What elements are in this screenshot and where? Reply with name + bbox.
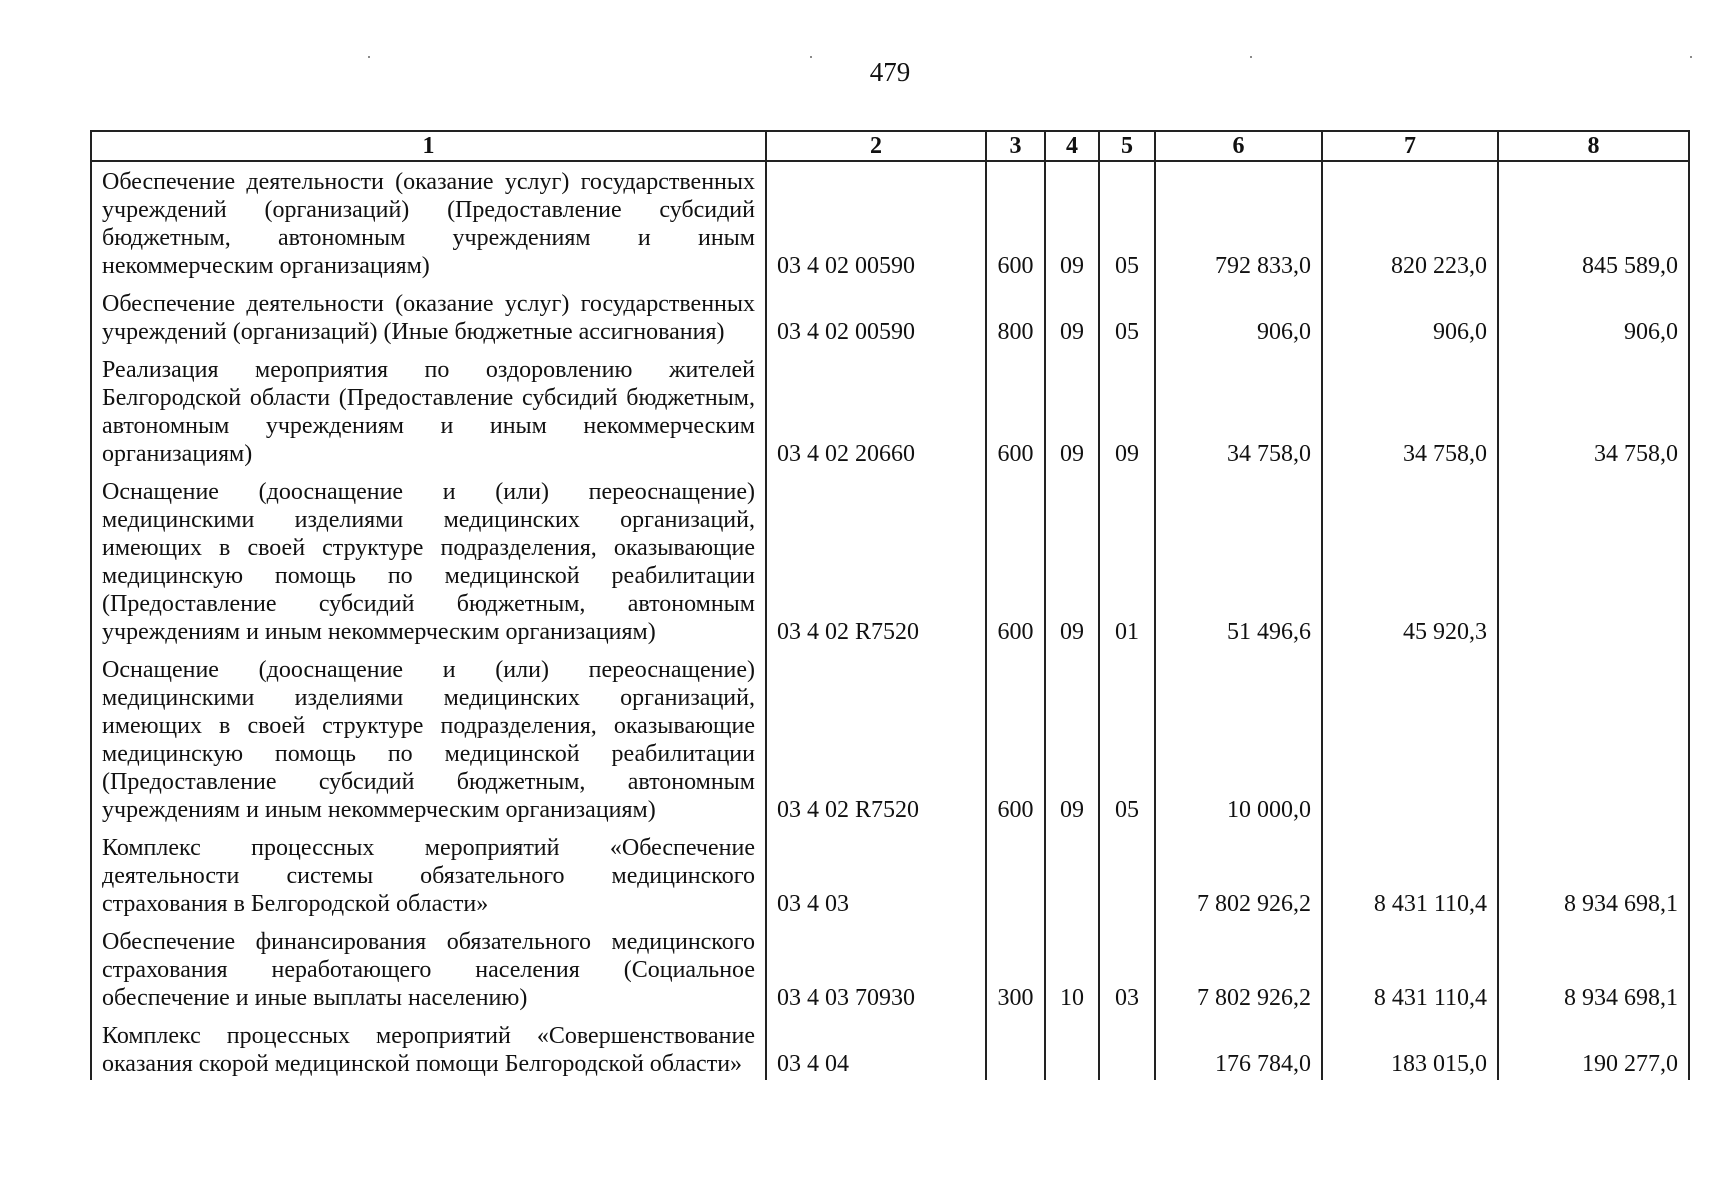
table-row: [91, 650, 1689, 828]
row-col4: [1045, 828, 1099, 922]
row-value-6: 7 802 926,2: [1155, 922, 1322, 1016]
row-code: 03 4 02 20660: [766, 350, 986, 472]
row-code: 03 4 03 70930: [766, 922, 986, 1016]
row-value-8: 190 277,0: [1498, 1016, 1689, 1080]
column-header: 5: [1099, 131, 1155, 161]
row-value-8: 8 934 698,1: [1498, 828, 1689, 922]
row-value-8: [1498, 472, 1689, 650]
row-code: 03 4 02 R7520: [766, 472, 986, 650]
table-row: [91, 472, 1689, 650]
row-col5: 03: [1099, 922, 1155, 1016]
row-name: Реализация мероприятия по оздоровлению жителей Белгородской области (Предоставление субсидий бюджетным, автономным учреждениям и иным некоммерческим организациям): [91, 350, 766, 472]
row-value-7: 45 920,3: [1322, 472, 1498, 650]
row-value-7: 8 431 110,4: [1322, 922, 1498, 1016]
row-col3: 600: [986, 350, 1045, 472]
row-value-7: 906,0: [1322, 284, 1498, 350]
row-value-6: 10 000,0: [1155, 650, 1322, 828]
row-col3: [986, 828, 1045, 922]
row-name: Оснащение (дооснащение и (или) переоснащение) медицинскими изделиями медицинских организаций, имеющих в своей структуре подразделения, оказывающие медицинскую помощь по медицинской реабилитации (Предоставление субсидий бюджетным, автономным учреждениям и иным некоммерческим организациям): [91, 650, 766, 828]
table-row: [91, 922, 1689, 1016]
row-col3: 800: [986, 284, 1045, 350]
row-name: Комплекс процессных мероприятий «Совершенствование оказания скорой медицинской помощи Белгородской области»: [91, 1016, 766, 1080]
row-col3: 300: [986, 922, 1045, 1016]
row-col4: [1045, 1016, 1099, 1080]
row-value-8: 906,0: [1498, 284, 1689, 350]
column-header: 4: [1045, 131, 1099, 161]
column-header: 1: [91, 131, 766, 161]
row-value-7: [1322, 650, 1498, 828]
row-value-7: 8 431 110,4: [1322, 828, 1498, 922]
row-col4: 09: [1045, 472, 1099, 650]
scan-speck: [368, 56, 370, 58]
page-number: 479: [869, 57, 911, 87]
row-name: Обеспечение деятельности (оказание услуг) государственных учреждений (организаций) (Иные бюджетные ассигнования): [91, 284, 766, 350]
column-header: 8: [1498, 131, 1689, 161]
table-header-row: [91, 131, 1689, 161]
table-row: [91, 828, 1689, 922]
column-header: 3: [986, 131, 1045, 161]
row-value-6: 34 758,0: [1155, 350, 1322, 472]
row-name: Оснащение (дооснащение и (или) переоснащение) медицинскими изделиями медицинских организаций, имеющих в своей структуре подразделения, оказывающие медицинскую помощь по медицинской реабилитации (Предоставление субсидий бюджетным, автономным учреждениям и иным некоммерческим организациям): [91, 472, 766, 650]
row-value-8: 34 758,0: [1498, 350, 1689, 472]
table-row: [91, 350, 1689, 472]
row-col5: 05: [1099, 284, 1155, 350]
row-value-6: 176 784,0: [1155, 1016, 1322, 1080]
row-col3: 600: [986, 472, 1045, 650]
row-col5: 01: [1099, 472, 1155, 650]
row-col4: 10: [1045, 922, 1099, 1016]
column-header: 6: [1155, 131, 1322, 161]
row-col4: 09: [1045, 161, 1099, 284]
row-col3: 600: [986, 650, 1045, 828]
row-name: Обеспечение деятельности (оказание услуг) государственных учреждений (организаций) (Предоставление субсидий бюджетным, автономным учреждениям и иным некоммерческим организациям): [91, 161, 766, 284]
row-col3: 600: [986, 161, 1045, 284]
row-col4: 09: [1045, 350, 1099, 472]
row-value-7: 183 015,0: [1322, 1016, 1498, 1080]
row-value-6: 7 802 926,2: [1155, 828, 1322, 922]
column-header: 7: [1322, 131, 1498, 161]
row-value-8: [1498, 650, 1689, 828]
row-value-8: 845 589,0: [1498, 161, 1689, 284]
table-row: [91, 284, 1689, 350]
row-col4: 09: [1045, 284, 1099, 350]
table-row: [91, 161, 1689, 284]
row-col5: [1099, 828, 1155, 922]
row-name: Обеспечение финансирования обязательного медицинского страхования неработающего населения (Социальное обеспечение и иные выплаты населению): [91, 922, 766, 1016]
scan-speck: [1250, 56, 1252, 58]
row-col5: 05: [1099, 650, 1155, 828]
row-name: Комплекс процессных мероприятий «Обеспечение деятельности системы обязательного медицинского страхования в Белгородской области»: [91, 828, 766, 922]
row-code: 03 4 02 R7520: [766, 650, 986, 828]
row-col4: 09: [1045, 650, 1099, 828]
row-value-8: 8 934 698,1: [1498, 922, 1689, 1016]
scan-speck: [1690, 56, 1692, 58]
table-row: [91, 1016, 1689, 1080]
row-code: 03 4 02 00590: [766, 161, 986, 284]
scan-speck: [810, 56, 812, 58]
row-col5: [1099, 1016, 1155, 1080]
row-code: 03 4 04: [766, 1016, 986, 1080]
row-value-7: 820 223,0: [1322, 161, 1498, 284]
row-value-6: 906,0: [1155, 284, 1322, 350]
row-value-7: 34 758,0: [1322, 350, 1498, 472]
row-value-6: 792 833,0: [1155, 161, 1322, 284]
row-col5: 05: [1099, 161, 1155, 284]
row-value-6: 51 496,6: [1155, 472, 1322, 650]
row-code: 03 4 02 00590: [766, 284, 986, 350]
row-col3: [986, 1016, 1045, 1080]
row-code: 03 4 03: [766, 828, 986, 922]
budget-table: [90, 130, 1690, 1080]
column-header: 2: [766, 131, 986, 161]
row-col5: 09: [1099, 350, 1155, 472]
